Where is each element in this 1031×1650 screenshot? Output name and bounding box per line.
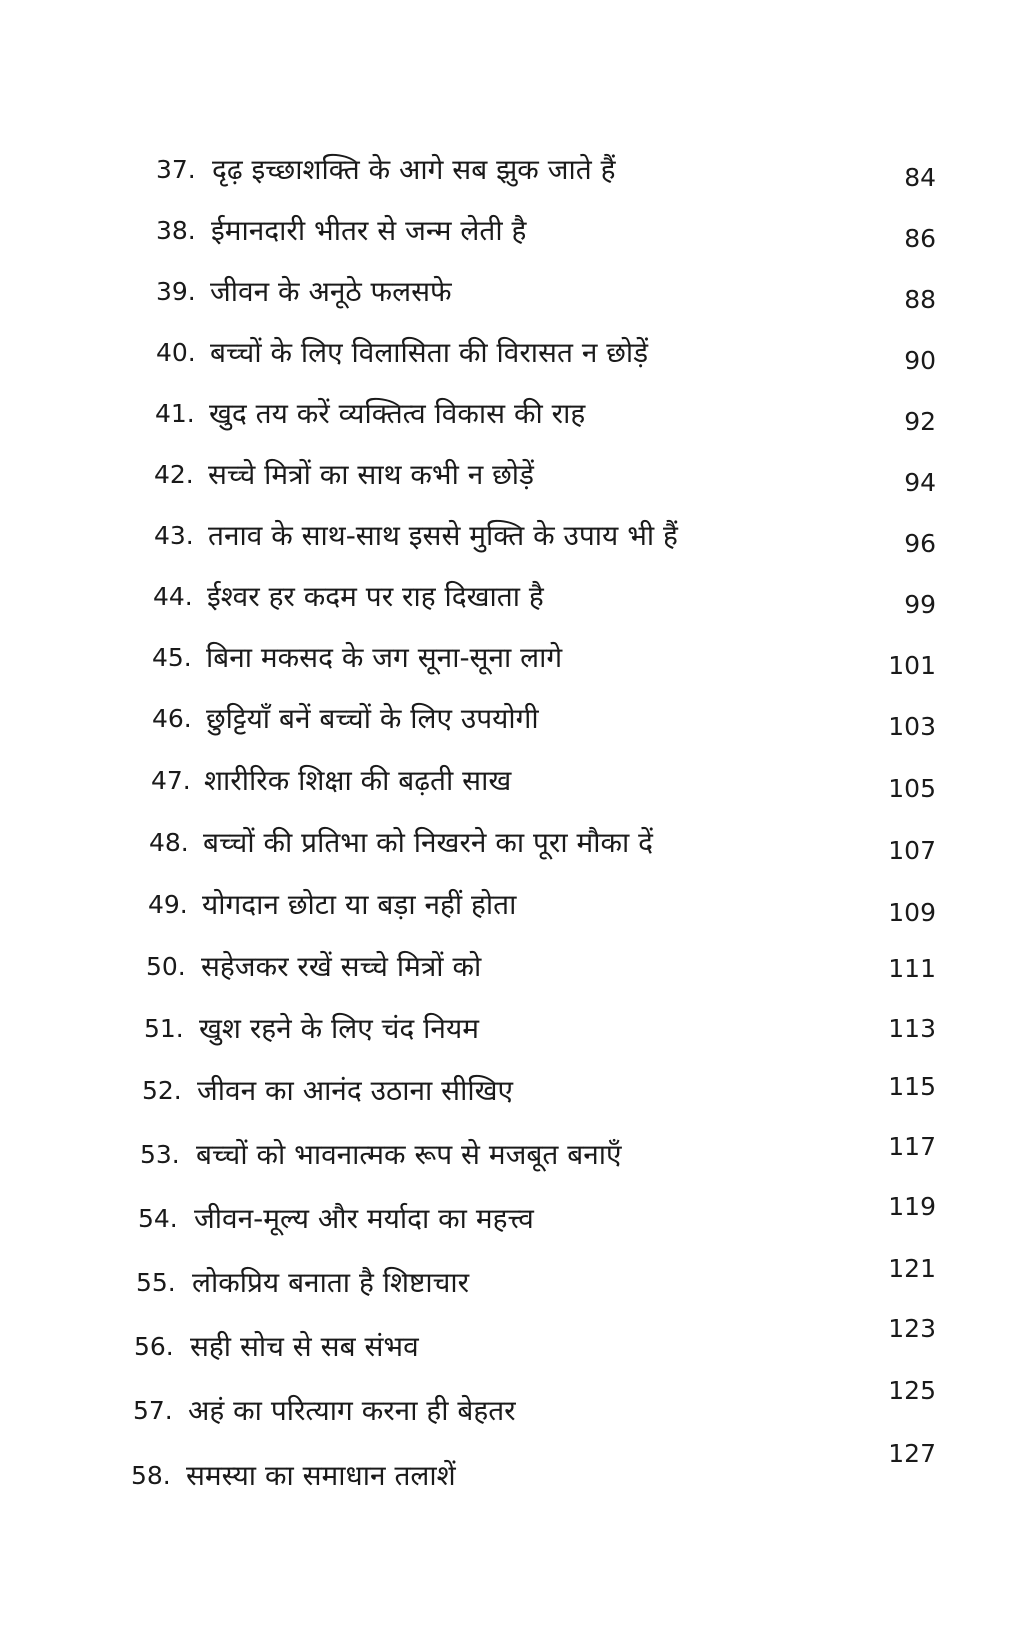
toc-entry-45 [0, 633, 1031, 683]
entry-title: खुश रहने के लिए चंद नियम [199, 1012, 479, 1045]
entry-title: बिना मकसद के जग सूना-सूना लागे [206, 641, 563, 674]
entry-title: अहं का परित्याग करना ही बेहतर [188, 1394, 516, 1427]
entry-title: सही सोच से सब संभव [190, 1330, 419, 1363]
toc-entry-47 [0, 756, 1031, 806]
entry-number: 38. [156, 216, 196, 245]
entry-number: 58. [131, 1461, 171, 1490]
entry-page: 115 [888, 1072, 936, 1101]
entry-page: 103 [888, 712, 936, 741]
toc-entry-41 [0, 389, 1031, 439]
entry-number: 54. [138, 1204, 178, 1233]
entry-number: 49. [148, 890, 188, 919]
entry-page: 86 [904, 224, 936, 253]
entry-number: 51. [144, 1014, 184, 1043]
entry-page: 96 [904, 529, 936, 558]
toc-entry-51 [0, 1004, 1031, 1054]
entry-page: 127 [888, 1439, 936, 1468]
entry-number: 48. [149, 828, 189, 857]
entry-title: सहेजकर रखें सच्चे मित्रों को [201, 950, 482, 983]
entry-page: 119 [888, 1192, 936, 1221]
entry-number: 52. [142, 1076, 182, 1105]
toc-entry-53 [0, 1130, 1031, 1180]
entry-title: बच्चों को भावनात्मक रूप से मजबूत बनाएँ [196, 1138, 622, 1171]
entry-page: 123 [888, 1314, 936, 1343]
entry-page: 111 [888, 954, 936, 983]
entry-page: 101 [888, 651, 936, 680]
entry-number: 55. [136, 1268, 176, 1297]
entry-title: जीवन के अनूठे फलसफे [210, 275, 452, 308]
toc-entry-54 [0, 1194, 1031, 1244]
entry-title: लोकप्रिय बनाता है शिष्टाचार [192, 1266, 470, 1299]
toc-entry-48 [0, 818, 1031, 868]
toc-entry-55 [0, 1254, 1031, 1308]
entry-page: 121 [888, 1254, 936, 1283]
toc-entry-46 [0, 694, 1031, 744]
entry-title: छुट्टियाँ बनें बच्चों के लिए उपयोगी [206, 702, 539, 735]
entry-page: 107 [888, 836, 936, 865]
entry-title: ईमानदारी भीतर से जन्म लेती है [211, 214, 527, 247]
entry-page: 125 [888, 1376, 936, 1405]
toc-entry-50 [0, 942, 1031, 992]
toc-entry-42 [0, 450, 1031, 500]
entry-number: 53. [140, 1140, 180, 1169]
toc-entry-49 [0, 880, 1031, 930]
entry-title: दृढ़ इच्छाशक्ति के आगे सब झुक जाते हैं [212, 153, 616, 186]
toc-entry-56 [0, 1314, 1031, 1372]
entry-number: 56. [134, 1332, 174, 1361]
entry-number: 45. [152, 643, 192, 672]
entry-title: खुद तय करें व्यक्तित्व विकास की राह [209, 397, 586, 430]
entry-number: 44. [153, 582, 193, 611]
entry-title: जीवन-मूल्य और मर्यादा का महत्त्व [194, 1202, 534, 1235]
entry-title: योगदान छोटा या बड़ा नहीं होता [202, 888, 517, 921]
entry-number: 40. [156, 338, 196, 367]
toc-entry-37 [0, 145, 1031, 195]
entry-page: 88 [904, 285, 936, 314]
toc-entry-40 [0, 328, 1031, 378]
toc-entry-39 [0, 267, 1031, 317]
entry-page: 92 [904, 407, 936, 436]
entry-title: समस्या का समाधान तलाशें [186, 1459, 456, 1492]
entry-number: 39. [156, 277, 196, 306]
toc-entry-38 [0, 206, 1031, 256]
entry-page: 109 [888, 898, 936, 927]
toc-entry-44 [0, 572, 1031, 622]
entry-title: शारीरिक शिक्षा की बढ़ती साख [204, 764, 512, 797]
entry-number: 43. [154, 521, 194, 550]
entry-number: 50. [146, 952, 186, 981]
entry-page: 99 [904, 590, 936, 619]
entry-page: 105 [888, 774, 936, 803]
toc-entry-43 [0, 511, 1031, 561]
entry-page: 113 [888, 1014, 936, 1043]
toc-entry-57 [0, 1376, 1031, 1436]
entry-number: 41. [155, 399, 195, 428]
entry-title: जीवन का आनंद उठाना सीखिए [197, 1074, 513, 1107]
entry-page: 84 [904, 163, 936, 192]
entry-number: 42. [154, 460, 194, 489]
entry-title: बच्चों के लिए विलासिता की विरासत न छोड़ें [210, 336, 649, 369]
entry-title: सच्चे मित्रों का साथ कभी न छोड़ें [208, 458, 535, 491]
entry-page: 94 [904, 468, 936, 497]
toc-entry-58 [0, 1439, 1031, 1501]
entry-page: 117 [888, 1132, 936, 1161]
entry-number: 46. [152, 704, 192, 733]
entry-number: 57. [133, 1396, 173, 1425]
entry-title: तनाव के साथ-साथ इससे मुक्ति के उपाय भी हैं [208, 519, 678, 552]
entry-title: बच्चों की प्रतिभा को निखरने का पूरा मौका दें [203, 826, 654, 859]
entry-number: 37. [156, 155, 196, 184]
entry-number: 47. [151, 766, 191, 795]
entry-page: 90 [904, 346, 936, 375]
toc-entry-52 [0, 1066, 1031, 1116]
entry-title: ईश्वर हर कदम पर राह दिखाता है [207, 580, 544, 613]
